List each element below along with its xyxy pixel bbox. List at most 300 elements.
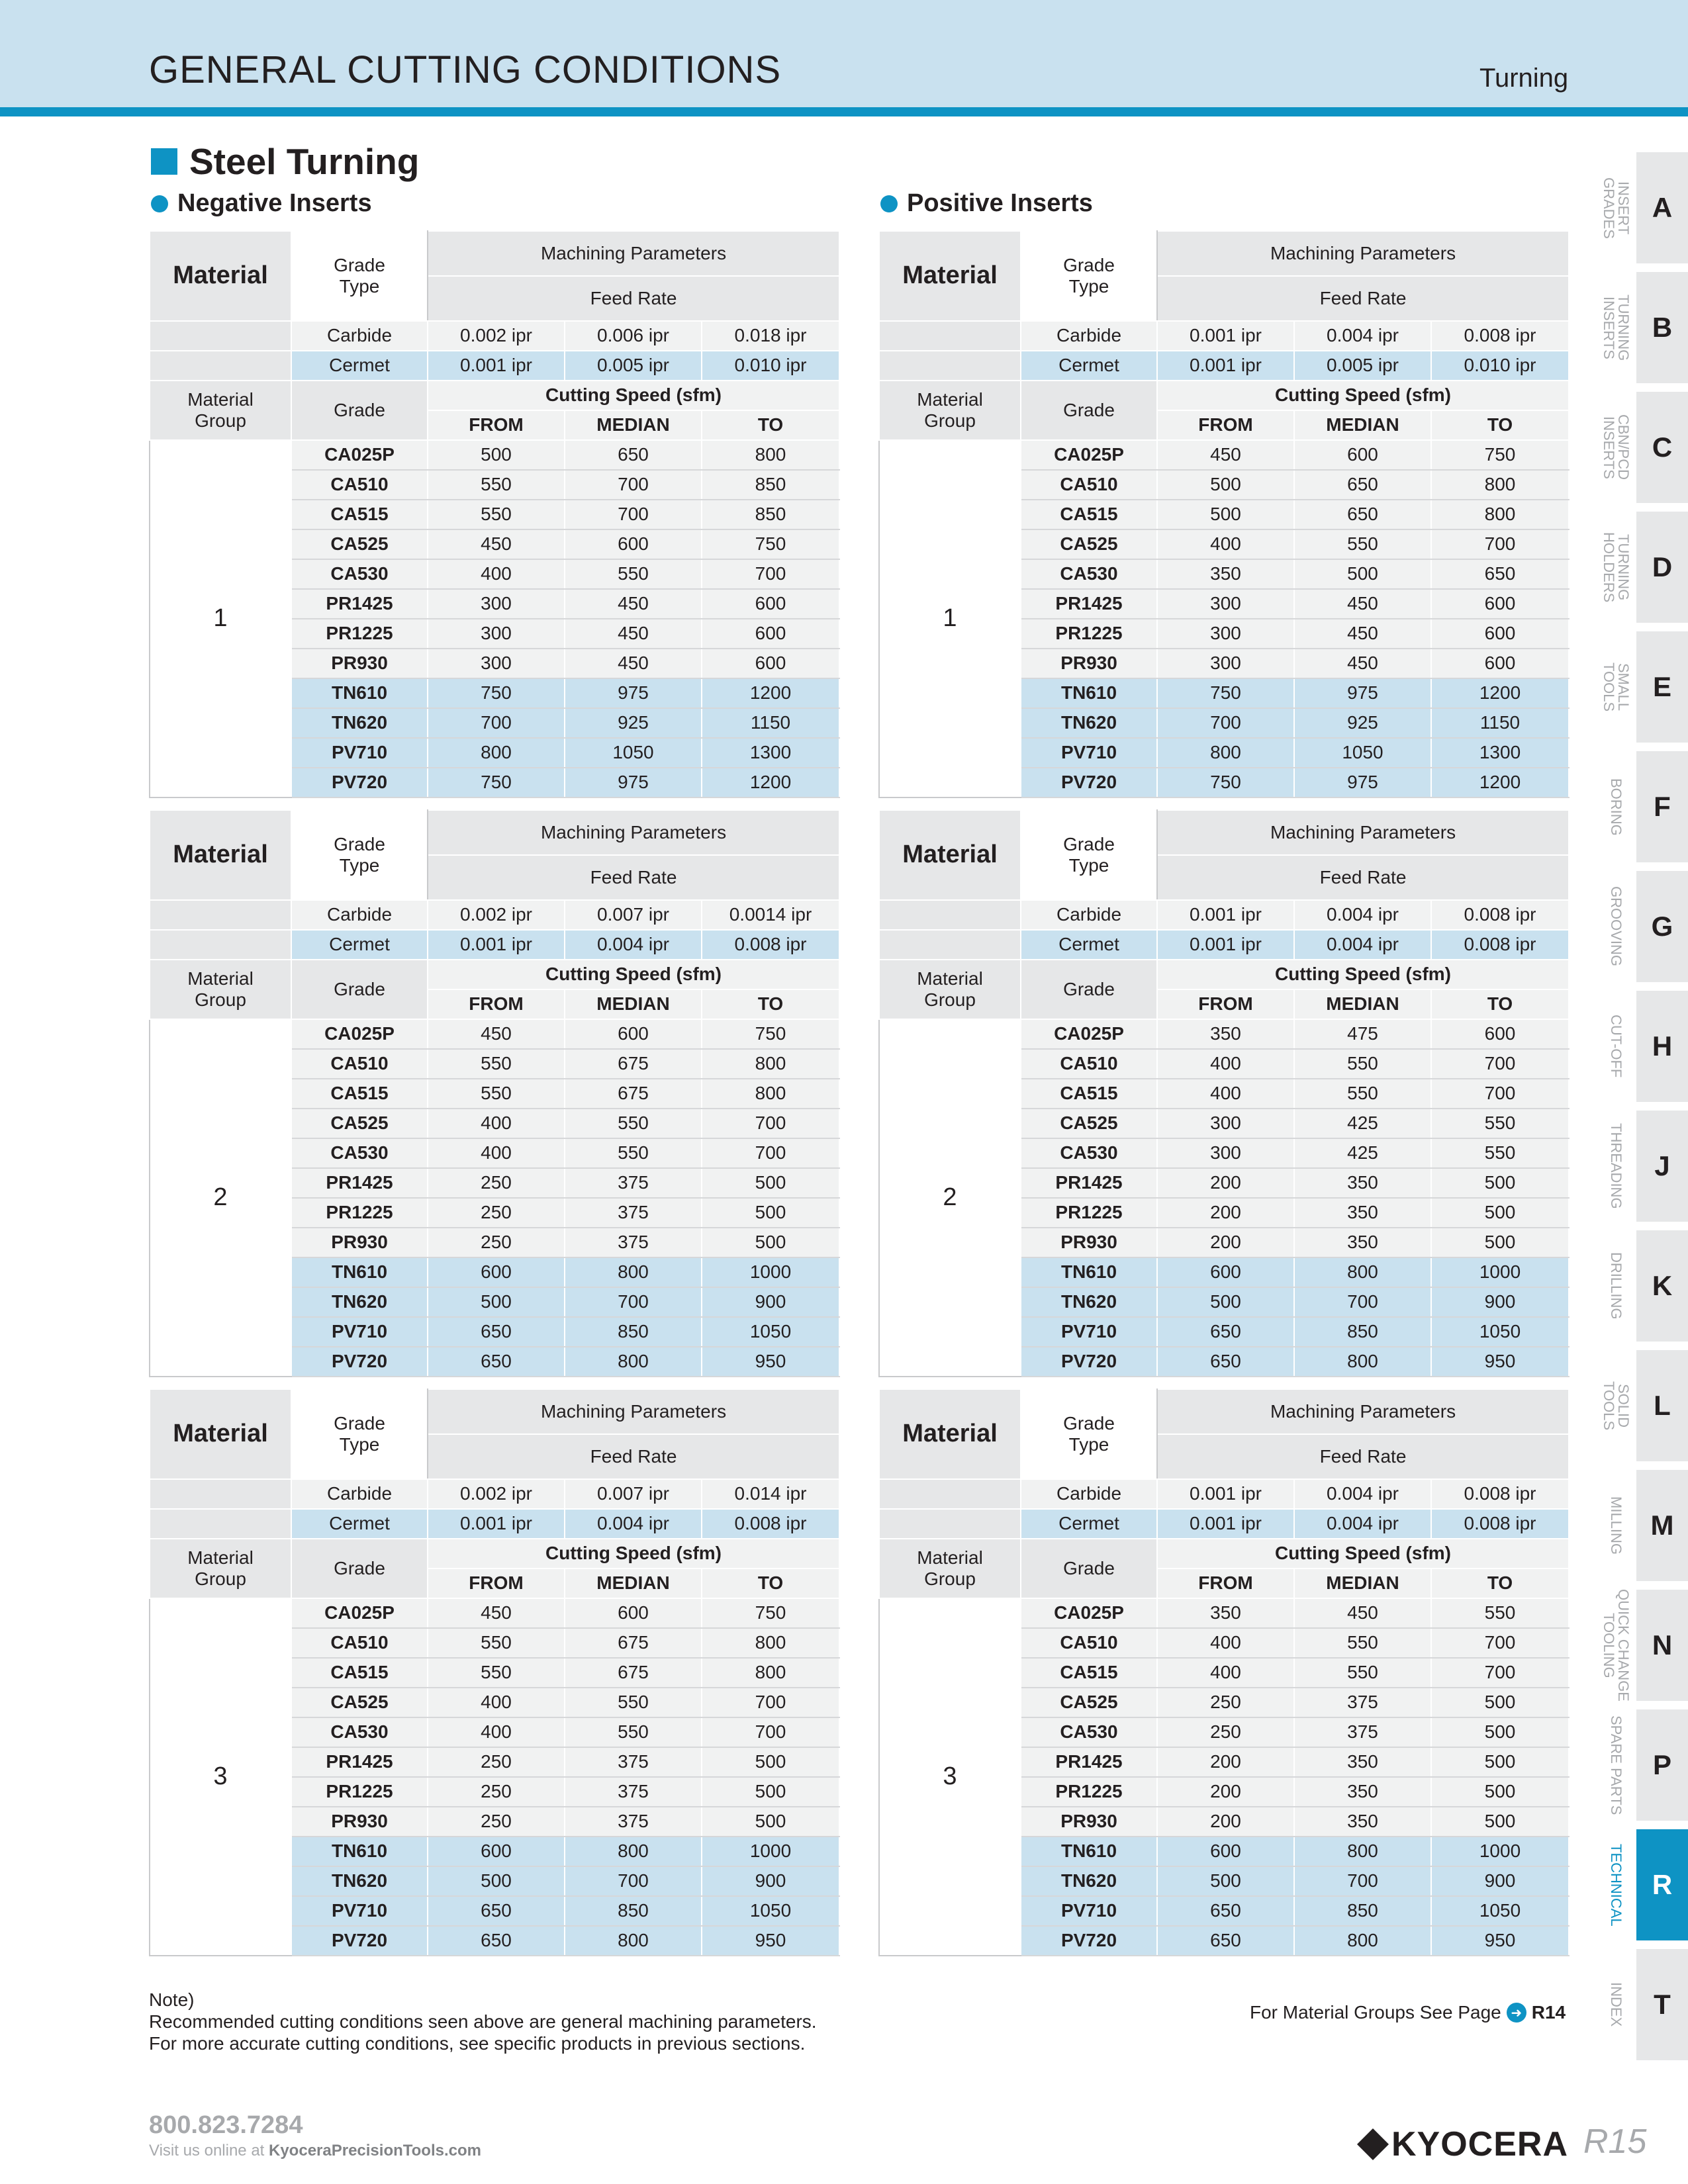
feed-rate-header: Feed Rate <box>1157 855 1569 900</box>
speed-cell: 925 <box>565 708 702 738</box>
speed-cell: 300 <box>1157 1138 1294 1168</box>
speed-cell: 350 <box>1294 1198 1431 1228</box>
speed-cell: 550 <box>428 470 565 500</box>
speed-cell: 350 <box>1157 1598 1294 1628</box>
speed-cell: 675 <box>565 1079 702 1109</box>
material-group-value: 2 <box>150 1019 291 1377</box>
speed-cell: 700 <box>1431 1079 1569 1109</box>
speed-cell: 250 <box>1157 1717 1294 1747</box>
side-tab-p[interactable] <box>1595 1709 1688 1821</box>
side-tab-letter: A <box>1652 192 1673 223</box>
speed-cell: 350 <box>1294 1228 1431 1257</box>
table-row <box>879 1019 1569 1049</box>
material-spacer <box>879 930 1021 960</box>
median-header: MEDIAN <box>565 410 702 440</box>
side-tab-label <box>1595 871 1636 982</box>
cermet-feed: 0.004 ipr <box>1294 1509 1431 1539</box>
negative-inserts-label: Negative Inserts <box>177 189 372 217</box>
grade-cell: PV710 <box>291 1317 428 1347</box>
speed-cell: 375 <box>565 1777 702 1807</box>
speed-cell: 800 <box>565 1926 702 1956</box>
side-tab-text: TECHNICAL <box>1608 1843 1624 1927</box>
speed-cell: 350 <box>1294 1777 1431 1807</box>
speed-cell: 500 <box>702 1198 839 1228</box>
speed-cell: 250 <box>428 1807 565 1837</box>
speed-cell: 400 <box>428 1717 565 1747</box>
speed-cell: 1200 <box>1431 678 1569 708</box>
side-tab-text: SPARE PARTS <box>1608 1715 1624 1815</box>
speed-cell: 550 <box>1431 1138 1569 1168</box>
side-tab-label <box>1595 1470 1636 1581</box>
carbide-feed: 0.006 ipr <box>565 321 702 351</box>
machining-parameters-header: Machining Parameters <box>1157 231 1569 276</box>
side-tab-l[interactable] <box>1595 1350 1688 1461</box>
grade-header: Grade <box>291 381 428 440</box>
bullet-dot-icon <box>880 195 898 212</box>
speed-cell: 500 <box>1431 1688 1569 1717</box>
speed-cell: 500 <box>1431 1228 1569 1257</box>
grade-cell: CA515 <box>1021 1079 1157 1109</box>
speed-cell: 675 <box>565 1658 702 1688</box>
grade-cell: CA515 <box>291 1079 428 1109</box>
speed-cell: 500 <box>1157 470 1294 500</box>
grade-cell: PV710 <box>1021 1896 1157 1926</box>
speed-cell: 950 <box>702 1926 839 1956</box>
material-group-value: 3 <box>150 1598 291 1956</box>
speed-cell: 375 <box>565 1228 702 1257</box>
grade-cell: CA530 <box>291 1717 428 1747</box>
side-tab-e[interactable] <box>1595 631 1688 743</box>
side-tab-text: QUICK CHANGE TOOLING <box>1601 1589 1632 1702</box>
feed-rate-header: Feed Rate <box>1157 276 1569 321</box>
grade-cell: PV720 <box>291 1926 428 1956</box>
speed-cell: 950 <box>1431 1347 1569 1377</box>
carbide-label: Carbide <box>291 321 428 351</box>
material-group-value: 3 <box>879 1598 1021 1956</box>
carbide-label: Carbide <box>1021 900 1157 930</box>
cutting-speed-header: Cutting Speed (sfm) <box>1157 381 1569 410</box>
speed-cell: 600 <box>1157 1257 1294 1287</box>
grade-cell: PR930 <box>291 1228 428 1257</box>
speed-cell: 750 <box>428 768 565 797</box>
speed-cell: 500 <box>702 1807 839 1837</box>
speed-cell: 700 <box>1431 1658 1569 1688</box>
side-tab-a[interactable] <box>1595 152 1688 263</box>
speed-cell: 450 <box>565 619 702 649</box>
grade-cell: PR930 <box>1021 1228 1157 1257</box>
carbide-label: Carbide <box>291 900 428 930</box>
grade-type-header: Grade Type <box>1021 810 1157 900</box>
speed-cell: 600 <box>702 589 839 619</box>
speed-cell: 300 <box>428 619 565 649</box>
speed-cell: 500 <box>1431 1198 1569 1228</box>
median-header: MEDIAN <box>565 989 702 1019</box>
material-spacer <box>150 1479 291 1509</box>
grade-cell: CA515 <box>1021 1658 1157 1688</box>
carbide-feed: 0.007 ipr <box>565 900 702 930</box>
grade-cell: TN610 <box>291 1837 428 1866</box>
cermet-feed: 0.001 ipr <box>428 351 565 381</box>
side-tab-m[interactable] <box>1595 1470 1688 1581</box>
speed-cell: 300 <box>1157 589 1294 619</box>
speed-cell: 800 <box>702 1628 839 1658</box>
machining-parameters-header: Machining Parameters <box>428 810 839 855</box>
side-tab-r[interactable] <box>1595 1829 1688 1940</box>
material-groups-reference[interactable] <box>1250 2002 1566 2023</box>
speed-cell: 400 <box>428 1688 565 1717</box>
material-spacer <box>879 321 1021 351</box>
grade-cell: CA515 <box>291 1658 428 1688</box>
side-tab-letter: C <box>1652 432 1673 463</box>
speed-cell: 650 <box>1157 1317 1294 1347</box>
table-row <box>150 440 839 470</box>
carbide-feed: 0.008 ipr <box>1431 1479 1569 1509</box>
cermet-feed: 0.008 ipr <box>1431 1509 1569 1539</box>
grade-header: Grade <box>291 1539 428 1598</box>
grade-cell: CA530 <box>1021 1138 1157 1168</box>
speed-cell: 675 <box>565 1628 702 1658</box>
speed-cell: 650 <box>428 1926 565 1956</box>
speed-cell: 1300 <box>702 738 839 768</box>
speed-cell: 750 <box>702 529 839 559</box>
speed-cell: 500 <box>1431 1747 1569 1777</box>
grade-cell: CA510 <box>291 1628 428 1658</box>
speed-cell: 400 <box>1157 1049 1294 1079</box>
material-group-header: Material Group <box>879 381 1021 440</box>
grade-cell: PV710 <box>1021 1317 1157 1347</box>
speed-cell: 450 <box>1294 619 1431 649</box>
speed-cell: 700 <box>702 1109 839 1138</box>
speed-cell: 300 <box>1157 649 1294 678</box>
speed-cell: 750 <box>702 1598 839 1628</box>
speed-cell: 800 <box>702 1658 839 1688</box>
side-tab-letter: D <box>1652 551 1673 582</box>
grade-cell: CA525 <box>291 529 428 559</box>
speed-cell: 700 <box>565 500 702 529</box>
to-header: TO <box>702 1569 839 1598</box>
carbide-feed: 0.007 ipr <box>565 1479 702 1509</box>
speed-cell: 550 <box>1294 529 1431 559</box>
material-header: Material <box>150 231 291 321</box>
speed-cell: 550 <box>565 1717 702 1747</box>
speed-cell: 350 <box>1294 1747 1431 1777</box>
carbide-feed: 0.008 ipr <box>1431 900 1569 930</box>
square-bullet-icon <box>151 148 177 175</box>
material-group-header: Material Group <box>879 960 1021 1019</box>
side-tab-h[interactable] <box>1595 991 1688 1102</box>
cermet-feed: 0.010 ipr <box>1431 351 1569 381</box>
grade-header: Grade <box>1021 381 1157 440</box>
grade-cell: PR1225 <box>1021 619 1157 649</box>
cermet-feed: 0.001 ipr <box>428 930 565 960</box>
speed-cell: 475 <box>1294 1019 1431 1049</box>
table-row <box>150 1598 839 1628</box>
to-header: TO <box>1431 989 1569 1019</box>
speed-cell: 450 <box>565 649 702 678</box>
grade-cell: TN620 <box>1021 708 1157 738</box>
speed-cell: 250 <box>1157 1688 1294 1717</box>
speed-cell: 375 <box>565 1168 702 1198</box>
table-row <box>879 1598 1569 1628</box>
section-tabs <box>1595 152 1688 2069</box>
speed-cell: 600 <box>1431 649 1569 678</box>
from-header: FROM <box>1157 989 1294 1019</box>
side-tab-t[interactable] <box>1595 1949 1688 2060</box>
machining-parameters-header: Machining Parameters <box>1157 810 1569 855</box>
grade-cell: PV710 <box>1021 738 1157 768</box>
material-spacer <box>879 900 1021 930</box>
side-tab-n[interactable] <box>1595 1590 1688 1701</box>
side-tab-letter: H <box>1652 1030 1673 1062</box>
side-tab-letter: K <box>1652 1270 1673 1301</box>
speed-cell: 500 <box>1431 1807 1569 1837</box>
speed-cell: 400 <box>428 1109 565 1138</box>
grade-cell: CA515 <box>291 500 428 529</box>
material-group-value: 2 <box>879 1019 1021 1377</box>
material-header: Material <box>879 1389 1021 1479</box>
carbide-feed: 0.001 ipr <box>1157 1479 1294 1509</box>
machining-parameters-header: Machining Parameters <box>428 231 839 276</box>
side-tab-text: INDEX <box>1608 1982 1624 2027</box>
material-group-header: Material Group <box>879 1539 1021 1598</box>
visit-line <box>149 2142 481 2160</box>
material-group-header: Material Group <box>150 381 291 440</box>
cutting-speed-header: Cutting Speed (sfm) <box>1157 960 1569 989</box>
grade-cell: TN620 <box>291 1287 428 1317</box>
grade-cell: PR1225 <box>291 1777 428 1807</box>
side-tab-text: CBN/PCD INSERTS <box>1601 414 1632 480</box>
speed-cell: 600 <box>428 1837 565 1866</box>
speed-cell: 1000 <box>702 1257 839 1287</box>
speed-cell: 375 <box>565 1747 702 1777</box>
cutting-speed-header: Cutting Speed (sfm) <box>1157 1539 1569 1569</box>
speed-cell: 600 <box>1157 1837 1294 1866</box>
speed-cell: 650 <box>1294 470 1431 500</box>
carbide-label: Carbide <box>1021 321 1157 351</box>
speed-cell: 600 <box>565 1019 702 1049</box>
speed-cell: 600 <box>1431 1019 1569 1049</box>
speed-cell: 700 <box>1431 1628 1569 1658</box>
website-link[interactable]: KyoceraPrecisionTools.com <box>269 2142 481 2160</box>
median-header: MEDIAN <box>565 1569 702 1598</box>
grade-cell: CA025P <box>1021 440 1157 470</box>
speed-cell: 550 <box>428 1628 565 1658</box>
grade-cell: PV720 <box>291 1347 428 1377</box>
carbide-feed: 0.001 ipr <box>1157 321 1294 351</box>
grade-cell: CA025P <box>291 440 428 470</box>
side-tab-letter: E <box>1652 671 1671 702</box>
speed-cell: 700 <box>702 1688 839 1717</box>
speed-cell: 550 <box>565 1688 702 1717</box>
section-heading <box>151 140 419 183</box>
speed-cell: 700 <box>702 559 839 589</box>
speed-cell: 1000 <box>1431 1257 1569 1287</box>
speed-cell: 700 <box>702 1138 839 1168</box>
grade-cell: CA515 <box>1021 500 1157 529</box>
speed-cell: 650 <box>565 440 702 470</box>
grade-cell: PR1425 <box>291 1747 428 1777</box>
cutting-table-neg2 <box>149 809 840 1377</box>
side-tab-label <box>1595 152 1636 263</box>
speed-cell: 800 <box>1294 1837 1431 1866</box>
side-tab-b[interactable] <box>1595 272 1688 383</box>
speed-cell: 650 <box>1294 500 1431 529</box>
material-spacer <box>150 930 291 960</box>
grade-cell: PV720 <box>1021 1347 1157 1377</box>
speed-cell: 650 <box>428 1347 565 1377</box>
cermet-feed: 0.005 ipr <box>565 351 702 381</box>
side-tab-letter: M <box>1650 1510 1674 1541</box>
speed-cell: 600 <box>565 1598 702 1628</box>
side-tab-text: DRILLING <box>1608 1252 1624 1320</box>
grade-header: Grade <box>1021 1539 1157 1598</box>
speed-cell: 250 <box>428 1198 565 1228</box>
grade-cell: TN610 <box>1021 1257 1157 1287</box>
cermet-label: Cermet <box>291 930 428 960</box>
speed-cell: 200 <box>1157 1747 1294 1777</box>
carbide-feed: 0.002 ipr <box>428 1479 565 1509</box>
side-tab-label <box>1595 1829 1636 1940</box>
grade-cell: PR930 <box>1021 1807 1157 1837</box>
carbide-feed: 0.008 ipr <box>1431 321 1569 351</box>
speed-cell: 550 <box>1294 1079 1431 1109</box>
side-tab-c[interactable] <box>1595 392 1688 503</box>
feed-rate-header: Feed Rate <box>428 276 839 321</box>
side-tab-label <box>1595 1949 1636 2060</box>
kyocera-logo <box>1357 2124 1568 2164</box>
speed-cell: 1050 <box>1431 1896 1569 1926</box>
speed-cell: 900 <box>702 1287 839 1317</box>
speed-cell: 800 <box>1294 1257 1431 1287</box>
grade-cell: CA530 <box>1021 1717 1157 1747</box>
carbide-feed: 0.018 ipr <box>702 321 839 351</box>
cermet-feed: 0.008 ipr <box>1431 930 1569 960</box>
side-tab-g[interactable] <box>1595 871 1688 982</box>
material-header: Material <box>150 1389 291 1479</box>
speed-cell: 550 <box>1431 1109 1569 1138</box>
grade-cell: PR1425 <box>1021 589 1157 619</box>
side-tab-label <box>1595 1350 1636 1461</box>
material-spacer <box>879 1509 1021 1539</box>
positive-inserts-heading <box>880 189 1093 218</box>
speed-cell: 450 <box>1294 1598 1431 1628</box>
side-tab-j[interactable] <box>1595 1111 1688 1222</box>
speed-cell: 600 <box>1294 440 1431 470</box>
speed-cell: 500 <box>1294 559 1431 589</box>
speed-cell: 900 <box>1431 1287 1569 1317</box>
speed-cell: 700 <box>428 708 565 738</box>
speed-cell: 250 <box>428 1777 565 1807</box>
grade-cell: PR1225 <box>1021 1198 1157 1228</box>
grade-type-header: Grade Type <box>291 1389 428 1479</box>
carbide-feed: 0.0014 ipr <box>702 900 839 930</box>
speed-cell: 200 <box>1157 1777 1294 1807</box>
grade-type-header: Grade Type <box>291 810 428 900</box>
speed-cell: 650 <box>1431 559 1569 589</box>
speed-cell: 850 <box>565 1317 702 1347</box>
side-tab-f[interactable] <box>1595 751 1688 862</box>
cermet-feed: 0.001 ipr <box>428 1509 565 1539</box>
cermet-label: Cermet <box>1021 930 1157 960</box>
to-header: TO <box>702 989 839 1019</box>
speed-cell: 450 <box>428 529 565 559</box>
grade-cell: PR1425 <box>1021 1747 1157 1777</box>
speed-cell: 800 <box>1294 1347 1431 1377</box>
grade-cell: CA510 <box>291 470 428 500</box>
grade-cell: CA530 <box>291 1138 428 1168</box>
grade-type-header: Grade Type <box>1021 231 1157 321</box>
cutting-table-neg1 <box>149 230 840 798</box>
speed-cell: 900 <box>1431 1866 1569 1896</box>
reference-page[interactable]: R14 <box>1531 2002 1566 2023</box>
cermet-feed: 0.001 ipr <box>1157 351 1294 381</box>
grade-cell: CA025P <box>291 1019 428 1049</box>
speed-cell: 550 <box>1294 1658 1431 1688</box>
speed-cell: 550 <box>428 1079 565 1109</box>
speed-cell: 450 <box>1157 440 1294 470</box>
speed-cell: 500 <box>428 1287 565 1317</box>
side-tab-text: INSERT GRADES <box>1601 177 1632 239</box>
side-tab-d[interactable] <box>1595 512 1688 623</box>
side-tab-text: MILLING <box>1608 1496 1624 1555</box>
cermet-feed: 0.001 ipr <box>1157 930 1294 960</box>
speed-cell: 375 <box>565 1198 702 1228</box>
grade-cell: PR930 <box>1021 649 1157 678</box>
speed-cell: 800 <box>1294 1926 1431 1956</box>
table-row <box>150 1019 839 1049</box>
grade-cell: TN620 <box>291 708 428 738</box>
grade-cell: PR1225 <box>291 1198 428 1228</box>
grade-cell: CA525 <box>291 1109 428 1138</box>
table-row <box>879 440 1569 470</box>
speed-cell: 800 <box>428 738 565 768</box>
speed-cell: 200 <box>1157 1807 1294 1837</box>
speed-cell: 500 <box>1157 500 1294 529</box>
speed-cell: 850 <box>702 470 839 500</box>
grade-cell: CA510 <box>1021 470 1157 500</box>
cermet-feed: 0.008 ipr <box>702 930 839 960</box>
speed-cell: 700 <box>702 1717 839 1747</box>
header-accent-bar <box>0 107 1688 116</box>
speed-cell: 800 <box>702 1079 839 1109</box>
speed-cell: 375 <box>565 1807 702 1837</box>
speed-cell: 675 <box>565 1049 702 1079</box>
side-tab-text: SOLID TOOLS <box>1601 1381 1632 1431</box>
speed-cell: 900 <box>702 1866 839 1896</box>
feed-rate-header: Feed Rate <box>428 855 839 900</box>
speed-cell: 700 <box>565 1866 702 1896</box>
speed-cell: 450 <box>428 1019 565 1049</box>
carbide-feed: 0.001 ipr <box>1157 900 1294 930</box>
grade-cell: TN610 <box>1021 678 1157 708</box>
speed-cell: 500 <box>1431 1717 1569 1747</box>
side-tab-label <box>1595 631 1636 743</box>
grade-cell: TN620 <box>291 1866 428 1896</box>
grade-cell: CA025P <box>1021 1019 1157 1049</box>
grade-cell: PR930 <box>291 1807 428 1837</box>
speed-cell: 800 <box>1431 470 1569 500</box>
grade-cell: CA525 <box>1021 529 1157 559</box>
side-tab-label <box>1595 1709 1636 1821</box>
speed-cell: 500 <box>1431 1168 1569 1198</box>
side-tab-k[interactable] <box>1595 1230 1688 1342</box>
speed-cell: 500 <box>1157 1866 1294 1896</box>
speed-cell: 500 <box>702 1168 839 1198</box>
section-name: Turning <box>1479 64 1569 93</box>
material-spacer <box>150 321 291 351</box>
speed-cell: 500 <box>428 440 565 470</box>
material-spacer <box>150 351 291 381</box>
